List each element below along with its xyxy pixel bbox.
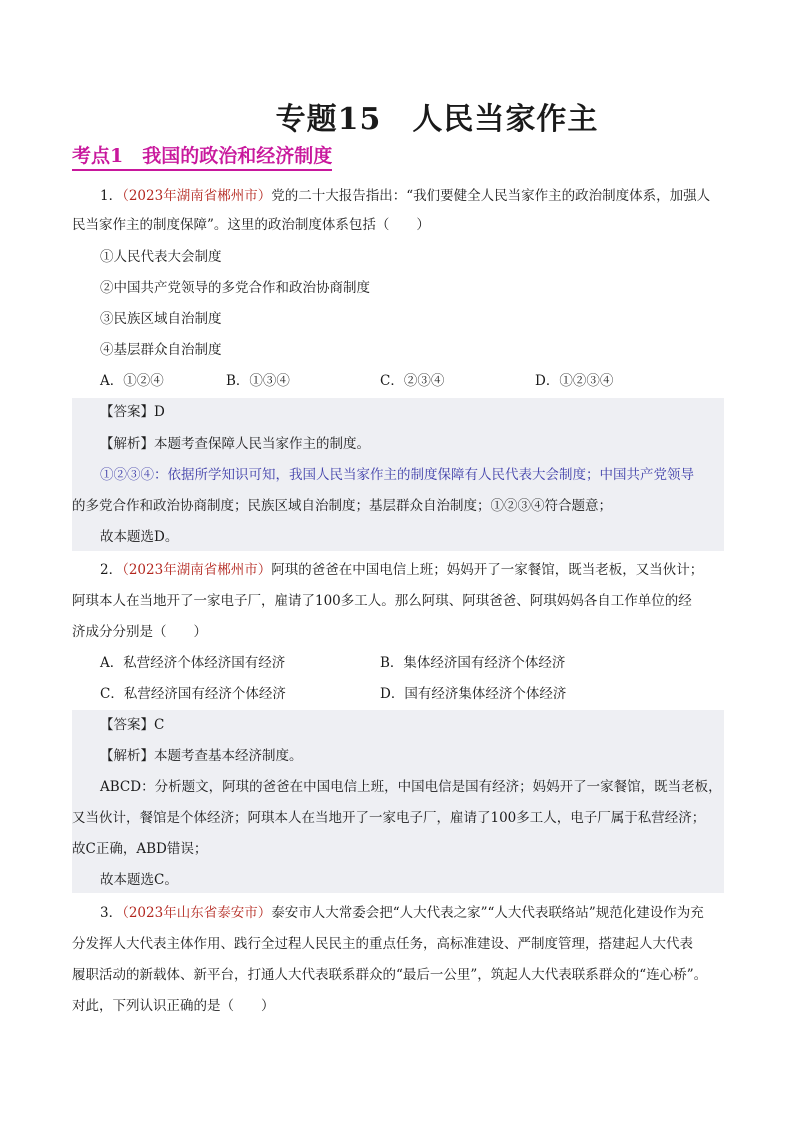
q1-stem-line2: 民当家作主的制度保障”。这里的政治制度体系包括（ ） [72, 217, 430, 233]
q1-analysis [72, 434, 724, 454]
section-heading: 考点1 我国的政治和经济制度 [72, 143, 332, 171]
q2-analysis-label: 【解析】 [100, 748, 154, 764]
q2-analysis [72, 746, 724, 766]
q1-detail-line2: 的多党合作和政治协商制度；民族区域自治制度；基层群众自治制度；①②③④符合题意； [72, 498, 612, 514]
q1-item-4: ④基层群众自治制度 [100, 342, 222, 358]
q2-stem-line2: 阿琪本人在当地开了一家电子厂，雇请了100多工人。那么阿琪、阿琪爸爸、阿琪妈妈各自工作单位的经 [72, 593, 692, 609]
q1-option-d: D．①②③④ [535, 373, 614, 389]
q1-option-b: B．①③④ [226, 373, 290, 389]
q2-stem: 阿琪的爸爸在中国电信上班；妈妈开了一家餐馆，既当老板，又当伙计； [271, 562, 704, 578]
q1-source: （2023年湖南省郴州市） [122, 188, 272, 204]
q2-stem-line1 [72, 560, 724, 580]
q1-option-a: A．①②④ [100, 373, 164, 389]
q2-option-b: B．集体经济国有经济个体经济 [380, 655, 566, 671]
q1-analysis-label: 【解析】 [100, 436, 154, 452]
q2-answer [72, 715, 724, 735]
page-title: 专题15 人民当家作主 [275, 102, 599, 137]
q2-answer-label: 【答案】 [100, 717, 154, 733]
q1-option-c: C．②③④ [380, 373, 445, 389]
q1-stem-line1 [72, 186, 724, 206]
q1-stem: 党的二十大报告指出：“我们要健全人民当家作主的政治制度体系，加强人 [271, 188, 711, 204]
q3-stem-line3: 履职活动的新载体、新平台，打通人大代表联系群众的“最后一公里”，筑起人大代表联系群众的“连心桥”。 [72, 967, 708, 983]
q1-analysis-text: 本题考查保障人民当家作主的制度。 [154, 436, 370, 452]
q1-item-3: ③民族区域自治制度 [100, 311, 222, 327]
q1-detail-line1: ①②③④：依据所学知识可知，我国人民当家作主的制度保障有人民代表大会制度；中国共产党领导 [100, 467, 694, 483]
q2-source: （2023年湖南省郴州市） [122, 562, 272, 578]
q2-number: 2． [100, 562, 123, 578]
q1-item-1: ①人民代表大会制度 [100, 249, 222, 265]
q3-stem-line1 [72, 903, 724, 923]
q1-conclusion: 故本题选D。 [100, 529, 179, 545]
q2-detail-line1: ABCD：分析题文，阿琪的爸爸在中国电信上班，中国电信是国有经济；妈妈开了一家餐馆，既当老板， [100, 779, 722, 795]
q1-answer-label: 【答案】 [100, 404, 154, 420]
q1-answer-value: D [154, 404, 165, 420]
q3-stem-line4: 对此，下列认识正确的是（ ） [72, 998, 275, 1014]
q2-analysis-text: 本题考查基本经济制度。 [154, 748, 303, 764]
q2-answer-box [72, 710, 724, 893]
q2-detail-line3: 故C正确，ABD错误； [72, 841, 208, 857]
q2-answer-value: C [154, 717, 165, 733]
q3-number: 3． [100, 905, 123, 921]
q2-option-c: C．私营经济国有经济个体经济 [100, 686, 286, 702]
q3-stem-line2: 分发挥人大代表主体作用、践行全过程人民民主的重点任务，高标准建设、严制度管理，搭建起人大代表 [72, 936, 693, 952]
q1-answer [72, 402, 724, 422]
q2-detail-line2: 又当伙计，餐馆是个体经济；阿琪本人在当地开了一家电子厂，雇请了100多工人，电子厂属于私营经济； [72, 810, 706, 826]
q2-stem-line3: 济成分分别是（ ） [72, 624, 207, 640]
q1-number: 1． [100, 188, 123, 204]
q2-conclusion: 故本题选C。 [100, 872, 178, 888]
q3-source: （2023年山东省泰安市） [122, 905, 272, 921]
q1-item-2: ②中国共产党领导的多党合作和政治协商制度 [100, 280, 370, 296]
q3-stem: 泰安市人大常委会把“人大代表之家”“人大代表联络站”规范化建设作为充 [271, 905, 704, 921]
q2-option-d: D．国有经济集体经济个体经济 [380, 686, 567, 702]
q2-option-a: A．私营经济个体经济国有经济 [100, 655, 286, 671]
